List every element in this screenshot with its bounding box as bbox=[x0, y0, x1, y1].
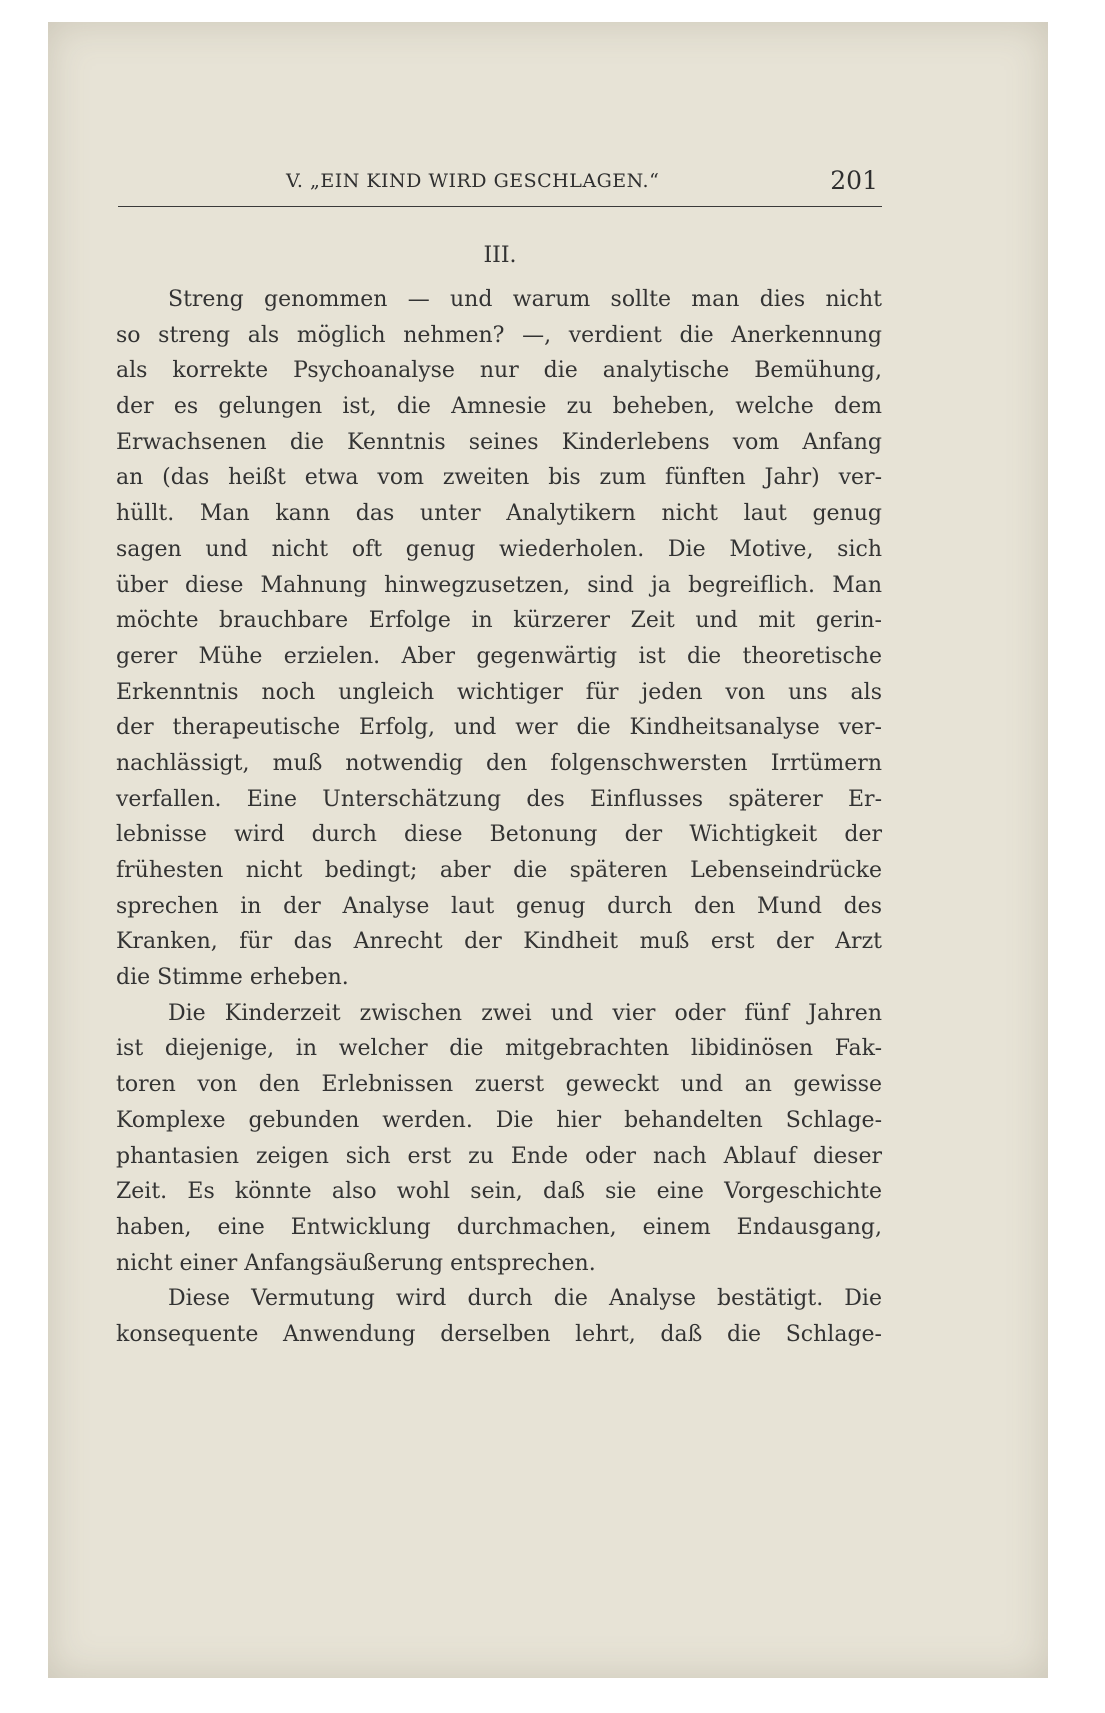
text-line: Erkenntnis noch ungleich wichtiger für jeden von uns als bbox=[116, 679, 882, 705]
text-line: nicht einer Anfangsäußerung entsprechen. bbox=[116, 1250, 596, 1276]
text-line: Die Kinderzeit zwischen zwei und vier oder fünf Jahren bbox=[168, 1000, 882, 1026]
text-line: Diese Vermutung wird durch die Analyse bestätigt. Die bbox=[168, 1286, 882, 1312]
text-line: verfallen. Eine Unterschätzung des Einflusses späterer Er- bbox=[116, 786, 882, 812]
text-line: lebnisse wird durch diese Betonung der Wichtigkeit der bbox=[116, 822, 882, 848]
text-line: Streng genommen — und warum sollte man dies nicht bbox=[168, 287, 882, 312]
text-line: die Stimme erheben. bbox=[116, 965, 349, 991]
text-line: haben, eine Entwicklung durchmachen, einem Endausgang, bbox=[116, 1214, 882, 1240]
body-text bbox=[116, 282, 882, 1353]
text-line: toren von den Erlebnissen zuerst geweckt und an gewisse bbox=[116, 1072, 882, 1098]
text-line: Komplexe gebunden werden. Die hier behandelten Schlage- bbox=[116, 1107, 882, 1133]
section-heading: III. bbox=[483, 243, 517, 268]
text-line: Kranken, für das Anrecht der Kindheit muß erst der Arzt bbox=[116, 929, 882, 955]
text-line: hüllt. Man kann das unter Analytikern nicht laut genug bbox=[116, 501, 882, 527]
text-line: phantasien zeigen sich erst zu Ende oder nach Ablauf dieser bbox=[116, 1143, 882, 1169]
text-line: sprechen in der Analyse laut genug durch den Mund des bbox=[116, 893, 882, 919]
text-line: über diese Mahnung hinwegzusetzen, sind ja begreiflich. Man bbox=[116, 572, 882, 598]
text-line: an (das heißt etwa vom zweiten bis zum fünften Jahr) ver- bbox=[116, 465, 882, 491]
page-number: 201 bbox=[830, 166, 878, 195]
text-line: gerer Mühe erzielen. Aber gegenwärtig ist die theoretische bbox=[116, 643, 882, 669]
text-line: Erwachsenen die Kenntnis seines Kinderlebens vom Anfang bbox=[116, 429, 882, 455]
text-line: der therapeutische Erfolg, und wer die Kindheitsanalyse ver- bbox=[116, 715, 882, 741]
text-line: sagen und nicht oft genug wiederholen. Die Motive, sich bbox=[116, 536, 882, 562]
running-header bbox=[118, 160, 882, 207]
text-line: konsequente Anwendung derselben lehrt, daß die Schlage- bbox=[116, 1321, 882, 1347]
text-line: Zeit. Es könnte also wohl sein, daß sie eine Vorgeschichte bbox=[116, 1179, 882, 1205]
text-line: als korrekte Psychoanalyse nur die analytische Bemühung, bbox=[116, 358, 882, 384]
text-line: ist diejenige, in welcher die mitgebrachten libidinösen Fak- bbox=[116, 1036, 882, 1062]
running-title: V. „EIN KIND WIRD GESCHLAGEN.“ bbox=[286, 170, 660, 192]
text-line: der es gelungen ist, die Amnesie zu beheben, welche dem bbox=[116, 394, 882, 420]
text-line: frühesten nicht bedingt; aber die späteren Lebenseindrücke bbox=[116, 858, 882, 883]
text-line: möchte brauchbare Erfolge in kürzerer Zeit und mit gerin- bbox=[116, 608, 882, 634]
text-line: so streng als möglich nehmen? —, verdient die Anerkennung bbox=[116, 322, 882, 348]
text-line: nachlässigt, muß notwendig den folgenschwersten Irrtümern bbox=[116, 750, 882, 776]
